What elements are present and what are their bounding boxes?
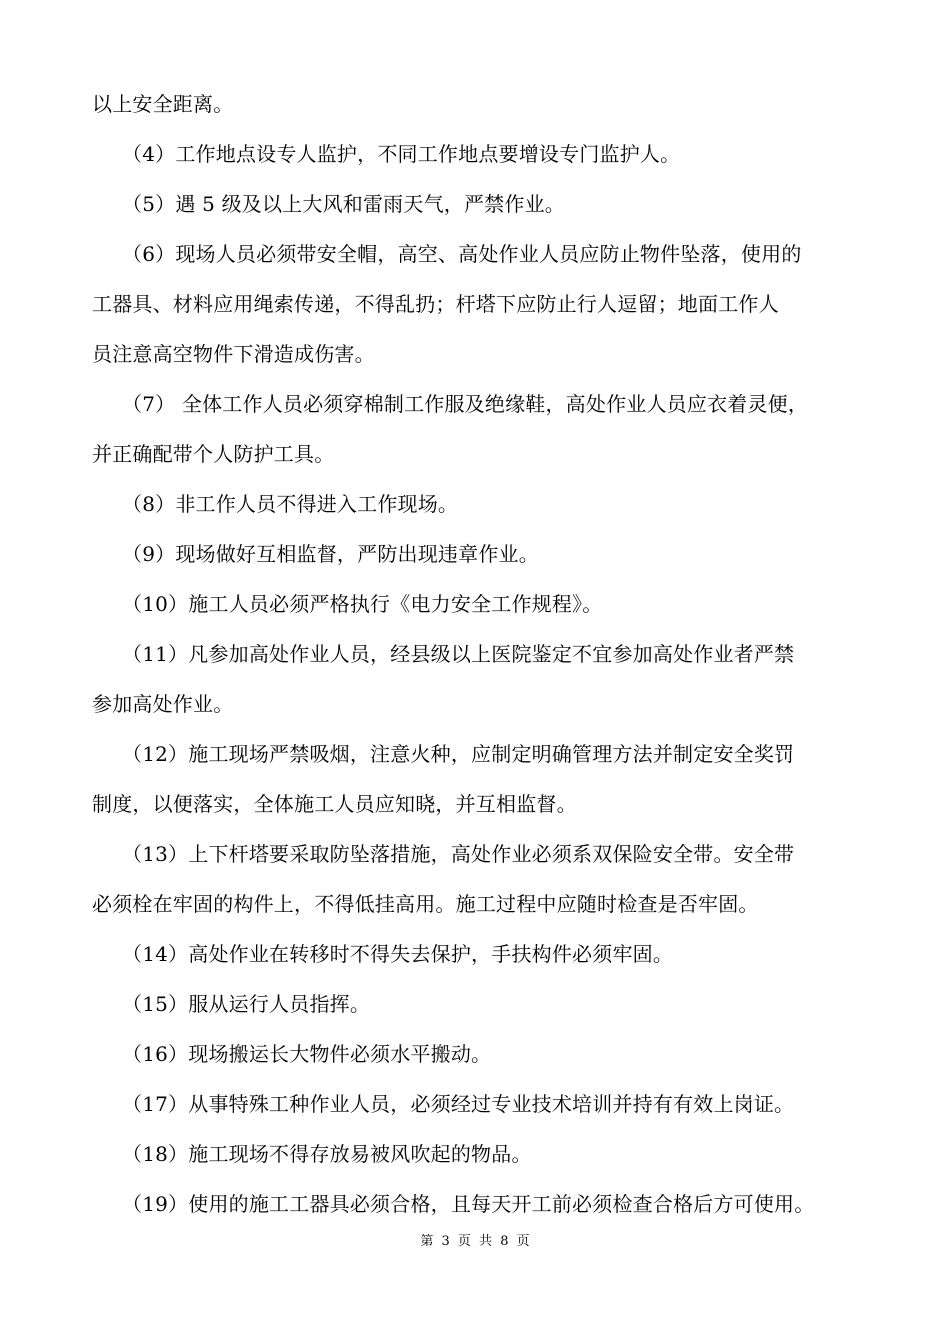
list-item-13: （13）上下杆塔要采取防坠落措施，高处作业必须系双保险安全带。安全带 bbox=[122, 842, 795, 866]
list-item-6-cont: 员注意高空物件下滑造成伤害。 bbox=[92, 342, 375, 366]
list-item-11-cont: 参加高处作业。 bbox=[92, 692, 234, 716]
list-item-8: （8）非工作人员不得进入工作现场。 bbox=[122, 492, 459, 516]
list-item-12-cont: 制度，以便落实，全体施工人员应知晓，并互相监督。 bbox=[92, 792, 577, 816]
list-item-5: （5）遇 5 级及以上大风和雷雨天气，严禁作业。 bbox=[122, 192, 565, 216]
list-item-10: （10）施工人员必须严格执行《电力安全工作规程》。 bbox=[122, 592, 603, 616]
list-item-19: （19）使用的施工工器具必须合格，且每天开工前必须检查合格后方可使用。 bbox=[122, 1192, 815, 1216]
list-item-15: （15）服从运行人员指挥。 bbox=[122, 992, 371, 1016]
document-body bbox=[92, 84, 872, 1234]
list-item-17: （17）从事特殊工种作业人员，必须经过专业技术培训并持有有效上岗证。 bbox=[122, 1092, 795, 1116]
list-item-14: （14）高处作业在转移时不得失去保护，手扶构件必须牢固。 bbox=[122, 942, 674, 966]
list-item-6: （6）现场人员必须带安全帽，高空、高处作业人员应防止物件坠落，使用的 bbox=[122, 242, 802, 266]
list-item-7: （7） 全体工作人员必须穿棉制工作服及绝缘鞋，高处作业人员应衣着灵便， bbox=[122, 392, 809, 416]
text-line: 以上安全距离。 bbox=[92, 92, 234, 116]
page-number-footer: 第 3 页 共 8 页 bbox=[420, 1234, 530, 1249]
list-item-11: （11）凡参加高处作业人员，经县级以上医院鉴定不宜参加高处作业者严禁 bbox=[122, 642, 795, 666]
list-item-7-cont: 并正确配带个人防护工具。 bbox=[92, 442, 335, 466]
list-item-6-cont: 工器具、材料应用绳索传递，不得乱扔；杆塔下应防止行人逗留；地面工作人 bbox=[92, 292, 779, 316]
list-item-13-cont: 必须栓在牢固的构件上，不得低挂高用。施工过程中应随时检查是否牢固。 bbox=[92, 892, 759, 916]
list-item-12: （12）施工现场严禁吸烟，注意火种，应制定明确管理方法并制定安全奖罚 bbox=[122, 742, 795, 766]
list-item-9: （9）现场做好互相监督，严防出现违章作业。 bbox=[122, 542, 539, 566]
list-item-18: （18）施工现场不得存放易被风吹起的物品。 bbox=[122, 1142, 532, 1166]
list-item-4: （4）工作地点设专人监护，不同工作地点要增设专门监护人。 bbox=[122, 142, 681, 166]
list-item-16: （16）现场搬运长大物件必须水平搬动。 bbox=[122, 1042, 492, 1066]
